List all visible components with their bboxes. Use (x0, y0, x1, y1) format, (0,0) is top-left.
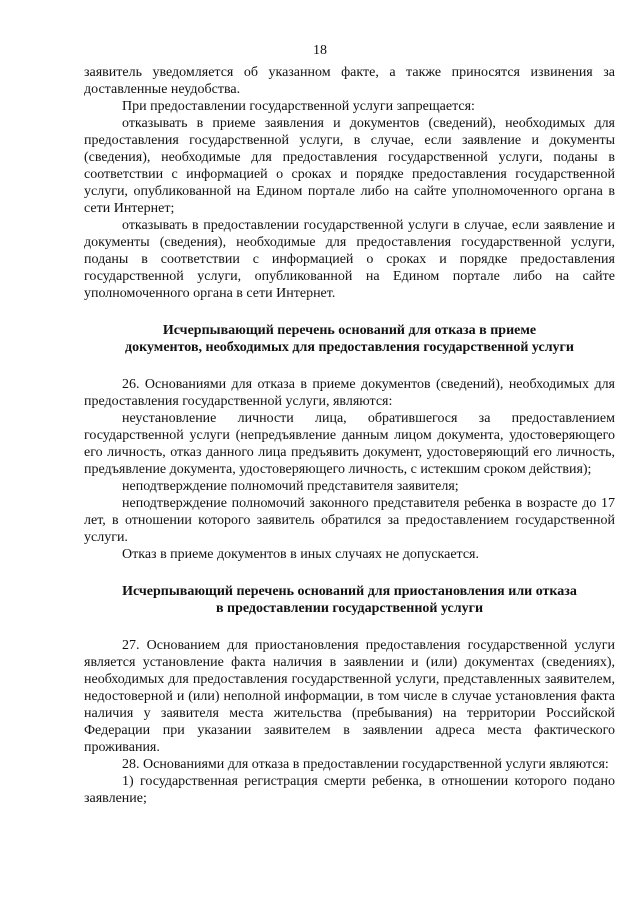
paragraph-28-intro: 28. Основаниями для отказа в предоставлении государственной услуги являются: (122, 757, 609, 772)
paragraph-26-legal-representative: неподтверждение полномочий законного представителя ребенка в возрасте до 17 лет, в отношении которого заявитель обратился за предоставлением государственной услуги. (84, 496, 615, 545)
paragraph-prohibited-refuse-provision: отказывать в предоставлении государственной услуги в случае, если заявление и документы (сведения), необходимые для предоставления государственной услуги, поданы в соответствии с информацией о сроках и порядке предоставления государственной услуги, опубликованной на Едином портале либо на сайте уполномоченного органа в сети Интернет. (84, 218, 615, 301)
paragraph-26-other-cases: Отказ в приеме документов в иных случаях не допускается. (122, 547, 479, 562)
paragraph-26-representative: неподтверждение полномочий представителя заявителя; (122, 479, 459, 494)
section-heading-line: в предоставлении государственной услуги (215, 601, 484, 616)
paragraph-prohibited-intro: При предоставлении государственной услуги запрещается: (122, 99, 475, 114)
section-heading-line: Исчерпывающий перечень оснований для приостановления или отказа (122, 584, 577, 599)
paragraph-26-identity: неустановление личности лица, обратившегося за предоставлением государственной услуги (непредъявление данным лицом документа, удостоверяющего его личность, отказ данного лица предъявить документ, удостоверяющий его личность, предъявление документа, удостоверяющего личность, с истекшим сроком действия); (84, 411, 615, 477)
paragraph-28-item-1: 1) государственная регистрация смерти ребенка, в отношении которого подано заявление; (84, 774, 615, 806)
paragraph-prohibited-refuse-acceptance: отказывать в приеме заявления и документов (сведений), необходимых для предоставления государственной услуги, в случае, если заявление и документы (сведения), необходимые для предоставления государственной услуги, поданы в соответствии с информацией о сроках и порядке предоставления государственной услуги, опубликованной на Едином портале либо на сайте уполномоченного органа в сети Интернет; (84, 116, 615, 216)
section-heading-line: документов, необходимых для предоставления государственной услуги (125, 340, 574, 355)
section-heading-refusal-acceptance (84, 322, 615, 356)
paragraph-26-intro: 26. Основаниями для отказа в приеме документов (сведений), необходимых для предоставления государственной услуги, являются: (84, 377, 615, 409)
section-heading-suspension-refusal (84, 583, 615, 617)
paragraph-27: 27. Основанием для приостановления предоставления государственной услуги является установление факта наличия в заявлении и (или) документах (сведениях), необходимых для предоставления государственной услуги, представленных заявителем, недостоверной и (или) неполной информации, в том числе в случае установления факта наличия у заявителя места жительства (пребывания) на территории Российской Федерации при указании заявителем в заявлении адреса места фактического проживания. (84, 638, 615, 755)
page-content (84, 64, 615, 807)
section-heading-line: Исчерпывающий перечень оснований для отказа в приеме (162, 323, 537, 338)
page-number: 18 (313, 43, 327, 58)
paragraph-apology: заявитель уведомляется об указанном факте, а также приносятся извинения за доставленные неудобства. (84, 65, 615, 97)
